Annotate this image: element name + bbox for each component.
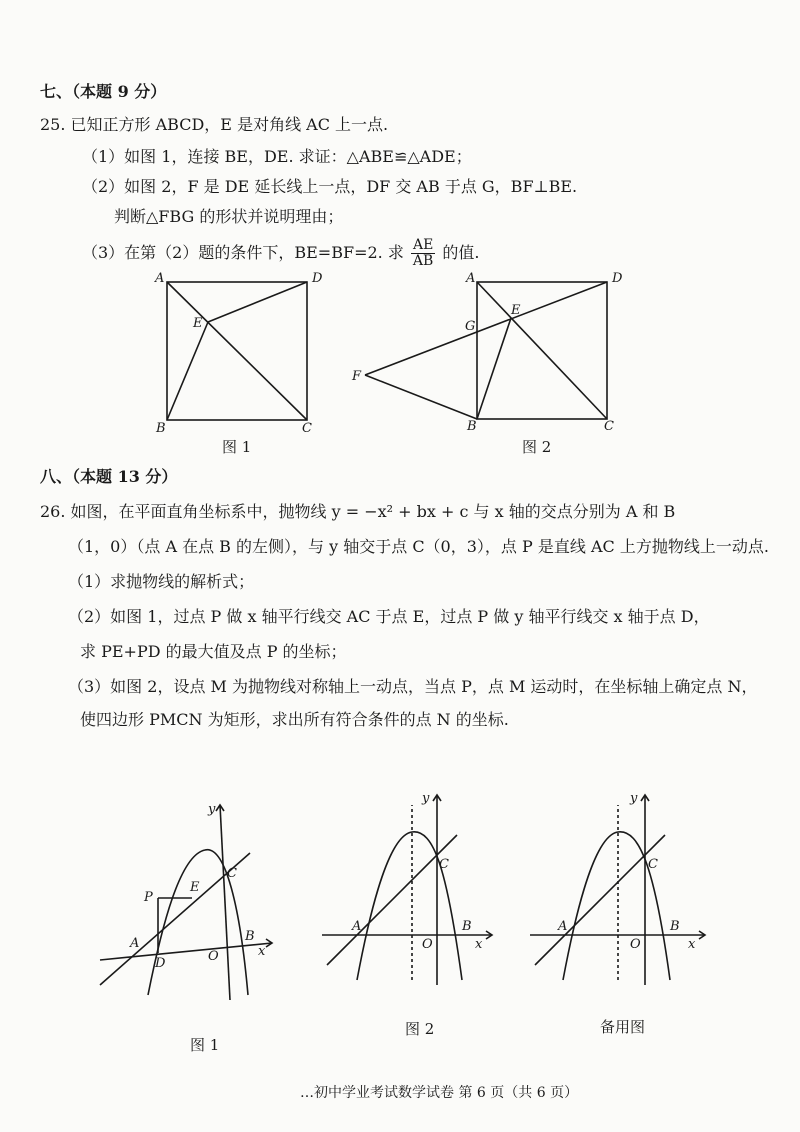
label-b: B [156, 421, 166, 436]
q26-part2b: 求 PE+PD 的最大值及点 P 的坐标； [80, 642, 347, 661]
label-d: D [155, 956, 166, 971]
fraction-denominator: AB [412, 253, 434, 269]
label-a: A [558, 919, 568, 934]
label-b: B [245, 929, 255, 944]
label-c: C [439, 857, 449, 872]
label-o: O [208, 949, 219, 964]
q26-stem-a: 26. 如图，在平面直角坐标系中，抛物线 y = −x² + bx + c 与 x 轴的交点分别为 A 和 B [40, 502, 676, 521]
label-o: O [630, 937, 641, 952]
q25-stem: 25. 已知正方形 ABCD，E 是对角线 AC 上一点. [40, 115, 389, 134]
segment-be [167, 322, 208, 420]
label-e: E [193, 316, 203, 331]
q25-part3-suffix: 的值. [442, 243, 480, 262]
section-8-heading: 八、（本题 13 分） [40, 467, 178, 486]
q25-part3-prefix: （3）在第（2）题的条件下，BE=BF=2. 求 [82, 243, 404, 262]
q25-part2a: （2）如图 2，F 是 DE 延长线上一点，DF 交 AB 于点 G，BF⊥BE. [82, 177, 578, 196]
label-c: C [227, 866, 237, 881]
segment-fd [365, 282, 607, 375]
label-b: B [462, 919, 472, 934]
label-o: O [422, 937, 433, 952]
label-c: C [302, 421, 312, 436]
q26-spare-figure-caption: 备用图 [600, 1018, 646, 1036]
q25-figure-2 [350, 272, 630, 442]
label-y: y [422, 791, 430, 806]
label-e: E [190, 880, 200, 895]
label-y: y [630, 791, 638, 806]
segment-fb [365, 375, 477, 419]
page-footer: …初中学业考试数学试卷 第 6 页（共 6 页） [300, 1085, 579, 1101]
label-a: A [352, 919, 362, 934]
fraction-numerator: AE [412, 237, 434, 253]
diagonal-ac [167, 282, 307, 420]
label-p: P [144, 890, 153, 905]
label-b: B [670, 919, 680, 934]
label-a: A [130, 936, 140, 951]
parabola [563, 832, 670, 980]
label-y: y [208, 802, 216, 817]
label-d: D [312, 271, 323, 286]
label-x: x [258, 944, 266, 959]
q26-figure-1 [100, 795, 290, 1015]
q26-part3b: 使四边形 PMCN 为矩形，求出所有符合条件的点 N 的坐标. [80, 710, 509, 729]
q26-part3a: （3）如图 2，设点 M 为抛物线对称轴上一动点，当点 P，点 M 运动时，在坐标轴上确定点 N， [68, 677, 758, 696]
x-axis [100, 943, 272, 960]
q25-part1: （1）如图 1，连接 BE，DE. 求证：△ABE≌△ADE； [82, 147, 472, 166]
label-c: C [648, 857, 658, 872]
label-g: G [465, 319, 476, 334]
q26-figure-1-caption: 图 1 [190, 1036, 220, 1054]
label-b: B [467, 419, 477, 434]
label-x: x [688, 937, 696, 952]
q25-figure-2-caption: 图 2 [522, 438, 552, 456]
y-axis [220, 805, 230, 1000]
q26-spare-figure [530, 790, 715, 1000]
label-f: F [352, 369, 362, 384]
label-e: E [511, 303, 521, 318]
label-c: C [604, 419, 614, 434]
q26-part1: （1）求抛物线的解析式； [68, 572, 255, 591]
q26-part2a: （2）如图 1，过点 P 做 x 轴平行线交 AC 于点 E，过点 P 做 y 轴平行线交 x 轴于点 D， [68, 607, 710, 626]
q26-figure-2 [322, 790, 502, 1000]
parabola [357, 832, 462, 980]
label-a: A [466, 271, 476, 286]
q26-figure-2-caption: 图 2 [405, 1020, 435, 1038]
label-d: D [612, 271, 623, 286]
q25-part3 [82, 238, 480, 269]
label-x: x [475, 937, 483, 952]
q25-part2b: 判断△FBG 的形状并说明理由； [114, 207, 344, 226]
section-7-heading: 七、（本题 9 分） [40, 82, 167, 101]
diagonal-ac [477, 282, 607, 419]
q25-figure-1 [150, 272, 330, 442]
segment-de [208, 282, 307, 322]
segment-be [477, 318, 511, 419]
label-a: A [155, 271, 165, 286]
q26-stem-b: （1，0）（点 A 在点 B 的左侧），与 y 轴交于点 C（0，3），点 P 是直线 AC 上方抛物线上一动点. [68, 537, 769, 556]
fraction [411, 238, 435, 269]
q25-figure-1-caption: 图 1 [222, 438, 252, 456]
